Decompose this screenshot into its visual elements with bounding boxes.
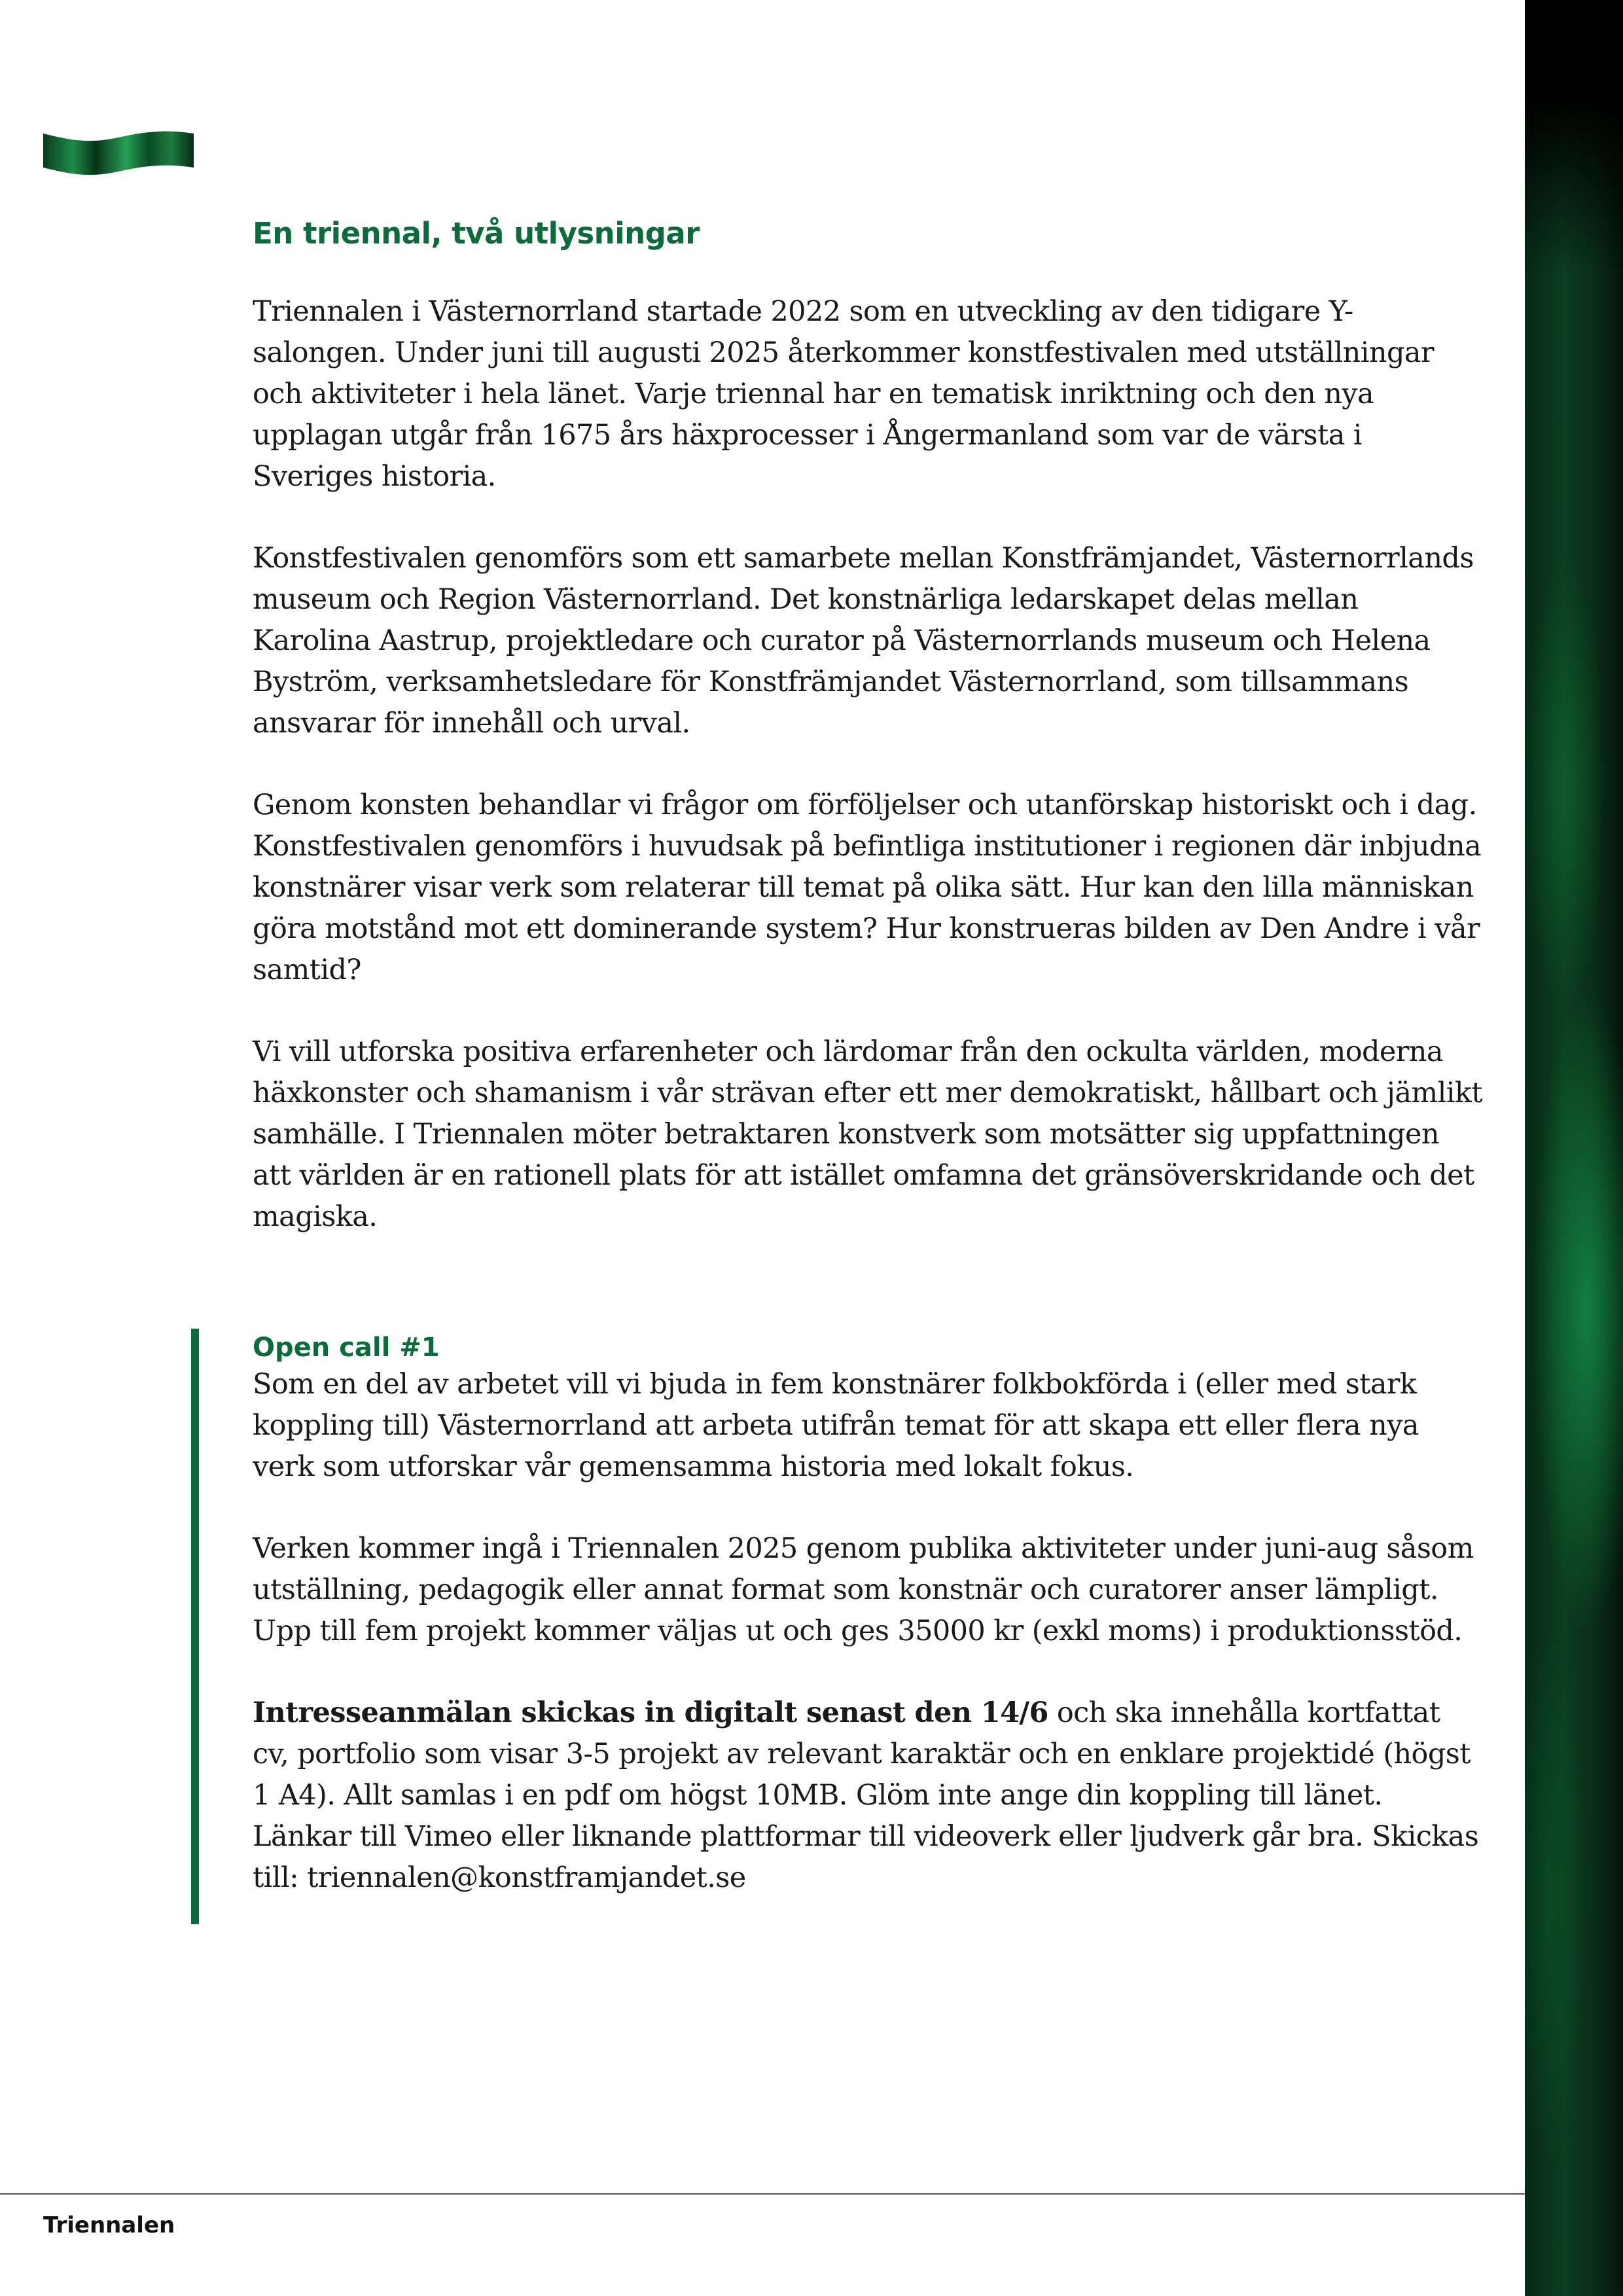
intro-paragraph-2: Konstfestivalen genomförs som ett samarbete mellan Konstfrämjandet, Västernorrlands museum och Region Västernorrland. Det konstnärliga ledarskapet delas mellan Karolina Aastrup, projektledare och curator på Västernorrlands museum och Helena Byström, verksamhetsledare för Konstfrämjandet Västernorrland, som tillsammans ansvarar för innehåll och urval.	[253, 542, 1474, 740]
green-wave-logo-icon	[43, 128, 194, 177]
intro-paragraph-3: Genom konsten behandlar vi frågor om förföljelser och utanförskap historiskt och i dag. Konstfestivalen genomförs i huvudsak på befintliga institutioner i regionen där inbjudna konstnärer visar verk som relaterar till temat på olika sätt. Hur kan den lilla människan göra motstånd mot ett dominerande system? Hur konstrueras bilden av Den Andre i vår samtid?	[253, 789, 1482, 986]
footer-divider	[0, 2193, 1525, 2195]
main-content	[253, 216, 1483, 1278]
intro-paragraph-1: Triennalen i Västernorrland startade 2022 som en utveckling av den tidigare Y-salongen. Under juni till augusti 2025 återkommer konstfestivalen med utställningar och aktiviteter i hela länet. Varje triennal har en tematisk inriktning och den nya upplagan utgår från 1675 års häxprocesser i Ångermanland som var de värsta i Sveriges historia.	[253, 295, 1434, 493]
open-call-deadline-paragraph	[253, 1693, 1483, 1899]
intro-paragraph-4: Vi vill utforska positiva erfarenheter och lärdomar från den ockulta världen, moderna häxkonster och shamanism i vår strävan efter ett mer demokratiskt, hållbart och jämlikt samhälle. I Triennalen möter betraktaren konstverk som motsätter sig uppfattningen att världen är en rationell plats för att istället omfamna det gränsöverskridande och det magiska.	[253, 1035, 1483, 1233]
deadline-details-text: och ska innehålla kortfattat cv, portfolio som visar 3-5 projekt av relevant karaktär och en enklare projektidé (högst 1 A4). Allt samlas i en pdf om högst 10MB. Glöm inte ange din koppling till länet. Länkar till Vimeo eller liknande plattformar till videoverk eller ljudverk går bra. Skickas till: triennalen@konstframjandet.se	[253, 1696, 1479, 1894]
open-call-paragraph-2: Verken kommer ingå i Triennalen 2025 genom publika aktiviteter under juni-aug såsom utställning, pedagogik eller annat format som konstnär och curatorer anser lämpligt. Upp till fem projekt kommer väljas ut och ges 35000 kr (exkl moms) i produktionsstöd.	[253, 1532, 1474, 1647]
decorative-side-band	[1525, 0, 1623, 2296]
footer-label: Triennalen	[43, 2212, 175, 2238]
open-call-paragraph-1: Som en del av arbetet vill vi bjuda in fem konstnärer folkbokförda i (eller med stark koppling till) Västernorrland att arbeta utifrån temat för att skapa ett eller flera nya verk som utforskar vår gemensamma historia med lokalt fokus.	[253, 1368, 1419, 1483]
open-call-section	[191, 1329, 1493, 1924]
open-call-body	[253, 1331, 1483, 1939]
deadline-bold-text: Intresseanmälan skickas in digitalt senast den 14/6	[253, 1696, 1048, 1729]
callout-accent-bar	[191, 1329, 199, 1924]
page-heading: En triennal, två utlysningar	[253, 216, 700, 251]
open-call-title: Open call #1	[253, 1333, 440, 1363]
